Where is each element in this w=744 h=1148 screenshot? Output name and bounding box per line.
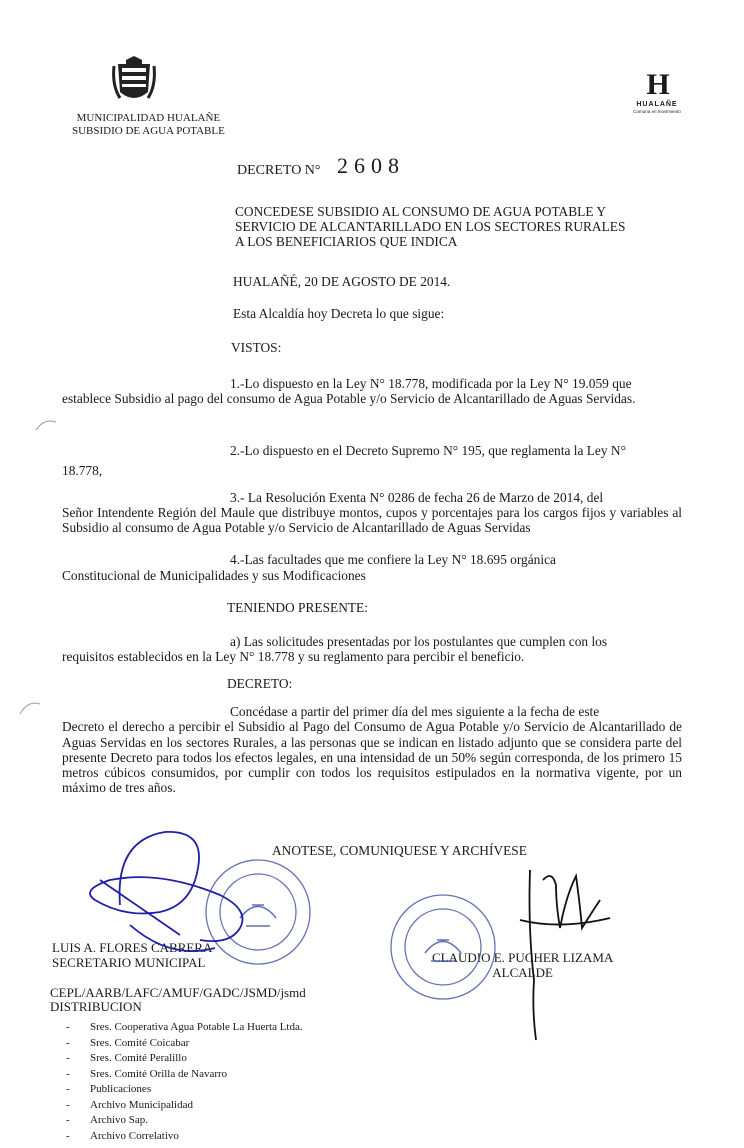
- list-item: - Sres. Cooperativa Agua Potable La Huerta Ltda.: [66, 1020, 303, 1036]
- list-item: - Archivo Correlativo: [66, 1129, 303, 1145]
- mayor-title: ALCALDE: [492, 965, 553, 980]
- signature-block-mayor: [432, 950, 613, 980]
- secretary-stamp: [206, 860, 310, 964]
- vistos-heading: VISTOS:: [231, 340, 282, 355]
- dateline: HUALAÑÉ, 20 DE AGOSTO DE 2014.: [233, 274, 451, 289]
- decree-number: 2608: [337, 153, 405, 178]
- municipal-crest-icon: [112, 56, 156, 106]
- resolution-paragraph: [62, 704, 682, 796]
- paragraph-first-line: a) Las solicitudes presentadas por los postulantes que cumplen con los: [230, 634, 608, 649]
- distribution-header: [50, 986, 306, 1014]
- vistos-paragraph-2: [62, 443, 682, 478]
- municipality-header: [72, 112, 225, 138]
- teniendo-paragraph: [62, 634, 682, 664]
- teniendo-heading: TENIENDO PRESENTE:: [227, 600, 368, 615]
- subject-line: CONCEDESE SUBSIDIO AL CONSUMO DE AGUA POTABLE Y: [235, 204, 607, 219]
- distribution-list: [66, 1020, 303, 1144]
- distribution-heading: DISTRIBUCION: [50, 999, 142, 1014]
- mayor-name: CLAUDIO E. PUCHER LIZAMA: [432, 950, 614, 965]
- vistos-paragraph-4: [62, 552, 682, 583]
- list-item: - Archivo Sap.: [66, 1113, 303, 1129]
- municipality-name: MUNICIPALIDAD HUALAÑE: [76, 112, 221, 124]
- paragraph-first-line: 4.-Las facultades que me confiere la Ley N° 18.695 orgánica: [230, 552, 556, 567]
- paragraph-body: 18.778,: [62, 463, 103, 478]
- hualane-logo: [628, 70, 686, 115]
- paragraph-first-line: Concédase a partir del primer día del mes siguiente a la fecha de este: [230, 704, 600, 719]
- list-item: - Publicaciones: [66, 1082, 303, 1098]
- vistos-paragraph-3: [62, 490, 682, 535]
- paragraph-body: Decreto el derecho a percibir el Subsidio al Pago del Consumo de Agua Potable y/o Servicio de Alcantarillado de Aguas Servidas en los sectores Rurales, a las personas que se indican en listado adjunto que se considera parte del presente Decreto para todos los efectos legales, en una intensidad de un 50% según corresponda, de los primero 15 metros cúbicos consumidos, por cumplir con todos los requisitos estipulados en la normativa vigente, por un máximo de tres años.: [62, 719, 682, 796]
- paragraph-first-line: 2.-Lo dispuesto en el Decreto Supremo N° 195, que reglamenta la Ley N°: [230, 443, 626, 458]
- list-item: - Sres. Comité Orilla de Navarro: [66, 1067, 303, 1083]
- logo-name: HUALAÑE: [636, 101, 678, 108]
- secretary-name: LUIS A. FLORES CABRERA: [52, 940, 213, 955]
- vistos-paragraph-1: [62, 376, 682, 406]
- list-item: - Sres. Comité Peralillo: [66, 1051, 303, 1067]
- paragraph-body: Señor Intendente Región del Maule que distribuye montos, cupos y porcentajes para los cargos fijos y variables al Subsidio al consumo de Agua Potable y/o Servicio de Alcantarillado de Aguas Servidas: [62, 505, 682, 535]
- secretary-title: SECRETARIO MUNICIPAL: [52, 955, 206, 970]
- signature-block-secretary: [52, 940, 212, 970]
- paragraph-body: requisitos establecidos en la Ley N° 18.778 y su reglamento para percibir el beneficio.: [62, 649, 525, 664]
- decree-subject: [235, 204, 687, 249]
- paragraph-body: Constitucional de Municipalidades y sus Modificaciones: [62, 568, 366, 583]
- list-item: - Sres. Comité Coicabar: [66, 1036, 303, 1052]
- paragraph-first-line: 3.- La Resolución Exenta N° 0286 de fecha 26 de Marzo de 2014, del: [230, 490, 604, 505]
- hole-punch-marks: [20, 421, 56, 714]
- logo-slogan: Comuna en movimiento: [633, 109, 681, 114]
- paragraph-body: establece Subsidio al pago del consumo de Agua Potable y/o Servicio de Alcantarillado de Aguas Servidas.: [62, 391, 636, 406]
- closing-formula: ANOTESE, COMUNIQUESE Y ARCHÍVESE: [272, 843, 527, 858]
- hualane-logo-icon: H: [646, 68, 668, 101]
- intro-text: Esta Alcaldía hoy Decreta lo que sigue:: [233, 306, 445, 321]
- decree-label: DECRETO N°: [237, 163, 321, 178]
- typist-initials: CEPL/AARB/LAFC/AMUF/GADC/JSMD/jsmd: [50, 985, 306, 1000]
- list-item: - Archivo Municipalidad: [66, 1098, 303, 1114]
- subject-line: A LOS BENEFICIARIOS QUE INDICA: [235, 234, 458, 249]
- paragraph-first-line: 1.-Lo dispuesto en la Ley N° 18.778, modificada por la Ley N° 19.059 que: [230, 376, 632, 391]
- decreto-heading: DECRETO:: [227, 676, 293, 691]
- mayor-stamp: [391, 895, 495, 999]
- department-name: SUBSIDIO DE AGUA POTABLE: [72, 125, 225, 137]
- secretary-signature: [90, 832, 243, 951]
- subject-line: SERVICIO DE ALCANTARILLADO EN LOS SECTORES RURALES: [235, 219, 626, 234]
